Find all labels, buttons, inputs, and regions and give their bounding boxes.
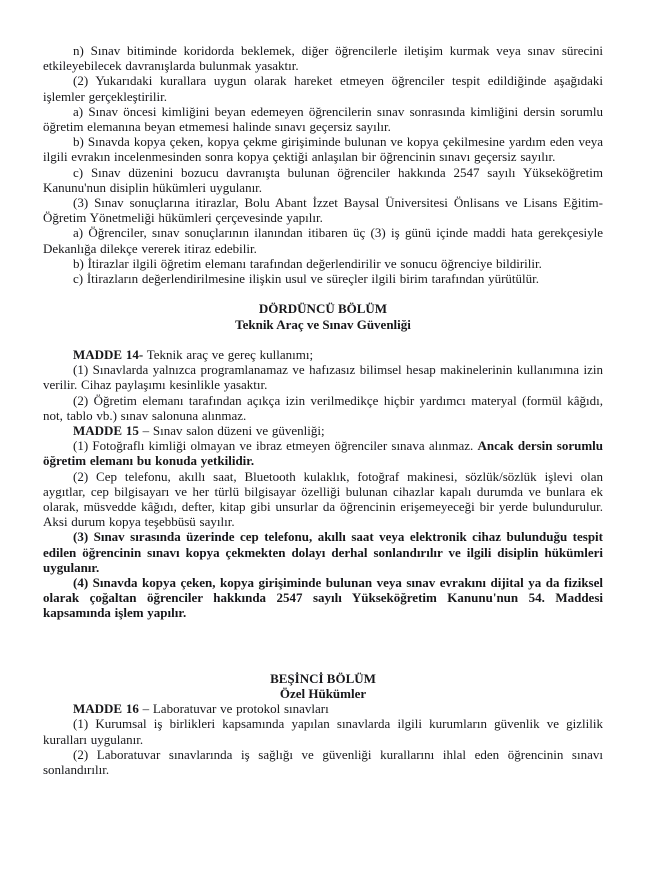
text-run: – Sınav salon düzeni ve güvenliği;	[138, 423, 325, 439]
paragraph	[43, 104, 603, 134]
paragraph	[43, 43, 603, 73]
paragraph	[43, 195, 603, 225]
paragraph	[43, 575, 603, 621]
paragraph	[43, 438, 603, 468]
paragraph	[43, 701, 603, 716]
paragraph	[43, 469, 603, 530]
heading-line: Teknik Araç ve Sınav Güvenliği	[235, 316, 411, 332]
section-heading	[43, 671, 603, 701]
text-run: (1) Fotoğraflı kimliği olmayan ve ibraz etmeyen öğrenciler sınava alınmaz.	[73, 438, 478, 454]
bold-text-run: MADDE 15	[73, 423, 139, 439]
text-run: (2) Cep telefonu, akıllı saat, Bluetooth kulaklık, fotoğraf makinesi, sözlük/sözlük işlevi olan aygıtlar, cep bilgisayarı ve her türlü bilgisayar özelliği bulunan cihazlar kapalı durumda ve bunlara ek olarak, müsvedde kâğıdı, defter, kitap gibi unsurlar da öğrencinin erişemeyeceği bir yerde bulundurulur. Aksi durum kopya teşebbüsü sayılır.	[43, 468, 603, 530]
paragraph	[43, 165, 603, 195]
text-run: (3) Sınav sonuçlarına itirazlar, Bolu Abant İzzet Baysal Üniversitesi Önlisans ve Lisans Eğitim-Öğretim Yönetmeliği hükümleri çerçevesinde yapılır.	[43, 195, 603, 226]
text-run: (2) Laboratuvar sınavlarında iş sağlığı ve güvenliği kurallarını ihlal eden öğrencinin sınavı sonlandırılır.	[43, 746, 603, 777]
section-heading	[43, 301, 603, 331]
paragraph	[43, 747, 603, 777]
text-run: (2) Öğretim elemanı tarafından açıkça izin verilmedikçe hiçbir yardımcı materyal (formül kâğıdı, not, tablo vb.) sınav salonuna alınmaz.	[43, 392, 603, 423]
text-run: a) Sınav öncesi kimliğini beyan edemeyen öğrencilerin sınav sonrasında kimliğini dersin sorumlu öğretim elemanına beyan etmemesi halinde sınavı geçersiz sayılır.	[43, 103, 603, 135]
text-run: c) Sınav düzenini bozucu davranışta bulunan öğrenciler hakkında 2547 sayılı Yükseköğretim Kanunu'nun disiplin hükümleri uygulanır.	[43, 164, 603, 195]
paragraph	[43, 529, 603, 575]
paragraph	[43, 271, 603, 286]
paragraph	[43, 423, 603, 438]
paragraph	[43, 362, 603, 392]
text-run: a) Öğrenciler, sınav sonuçlarının ilanından itibaren üç (3) iş günü içinde maddi hata gerekçesiyle Dekanlığa dilekçe vererek itiraz edebilir.	[43, 225, 603, 256]
text-run: (2) Yukarıdaki kurallara uygun olarak hareket etmeyen öğrenciler tespit edildiğinde aşağıdaki işlemler gerçekleştirilir.	[43, 73, 603, 104]
heading-line: Özel Hükümler	[279, 685, 367, 701]
bold-text-run: Ancak dersin sorumlu öğretim elemanı bu konuda yetkilidir.	[43, 438, 603, 469]
text-run: b) İtirazlar ilgili öğretim elemanı tarafından değerlendirilir ve sonucu öğrenciye bildirilir.	[73, 255, 542, 271]
text-run: n) Sınav bitiminde koridorda beklemek, diğer öğrencilerle iletişim kurmak veya sınav sürecini etkileyebilecek davranışlarda bulunmak yasaktır.	[43, 43, 603, 74]
bold-text-run: MADDE 16	[73, 701, 139, 717]
heading-line: DÖRDÜNCÜ BÖLÜM	[258, 301, 388, 317]
paragraph	[43, 73, 603, 103]
paragraph	[43, 225, 603, 255]
bold-text-run: MADDE 14-	[73, 347, 144, 363]
paragraph	[43, 134, 603, 164]
heading-line: BEŞİNCİ BÖLÜM	[270, 670, 376, 686]
document-body	[43, 43, 603, 777]
text-run: c) İtirazların değerlendirilmesine ilişkin usul ve süreçler ilgili birim tarafından yürütülür.	[73, 271, 539, 287]
text-run: Teknik araç ve gereç kullanımı;	[143, 347, 314, 363]
text-run: b) Sınavda kopya çeken, kopya çekme girişiminde bulunan ve kopya çekilmesine yardım eden veya ilgili evrakın incelenmesinden sonra kopya çektiği anlaşılan bir öğrencinin sınavı geçersiz sayılır.	[43, 134, 603, 165]
text-run: (1) Sınavlarda yalnızca programlanamaz ve hafızasız bilimsel hesap makinelerinin kullanımına izin verilir. Cihaz paylaşımı kesinlikle yasaktır.	[43, 362, 603, 393]
bold-text-run: (3) Sınav sırasında üzerinde cep telefonu, akıllı saat veya elektronik cihaz bulunduğu tespit edilen öğrencinin sınavı kopya çekmekten dolayı derhal sonlandırılır ve ilgili disiplin hükümleri uygulanır.	[43, 529, 603, 575]
paragraph	[43, 256, 603, 271]
paragraph	[43, 393, 603, 423]
paragraph	[43, 347, 603, 362]
text-run: (1) Kurumsal iş birlikleri kapsamında yapılan sınavlarda ilgili kurumların güvenlik ve gizlilik kuralları uygulanır.	[43, 716, 603, 747]
bold-text-run: (4) Sınavda kopya çeken, kopya girişiminde bulunan veya sınav evrakını dijital ya da fiziksel olarak çoğaltan öğrenciler hakkında 2547 sayılı Yükseköğretim Kanunu'nun 54. Maddesi kapsamında işlem yapılır.	[43, 575, 603, 621]
paragraph	[43, 716, 603, 746]
text-run: – Laboratuvar ve protokol sınavları	[138, 701, 329, 717]
